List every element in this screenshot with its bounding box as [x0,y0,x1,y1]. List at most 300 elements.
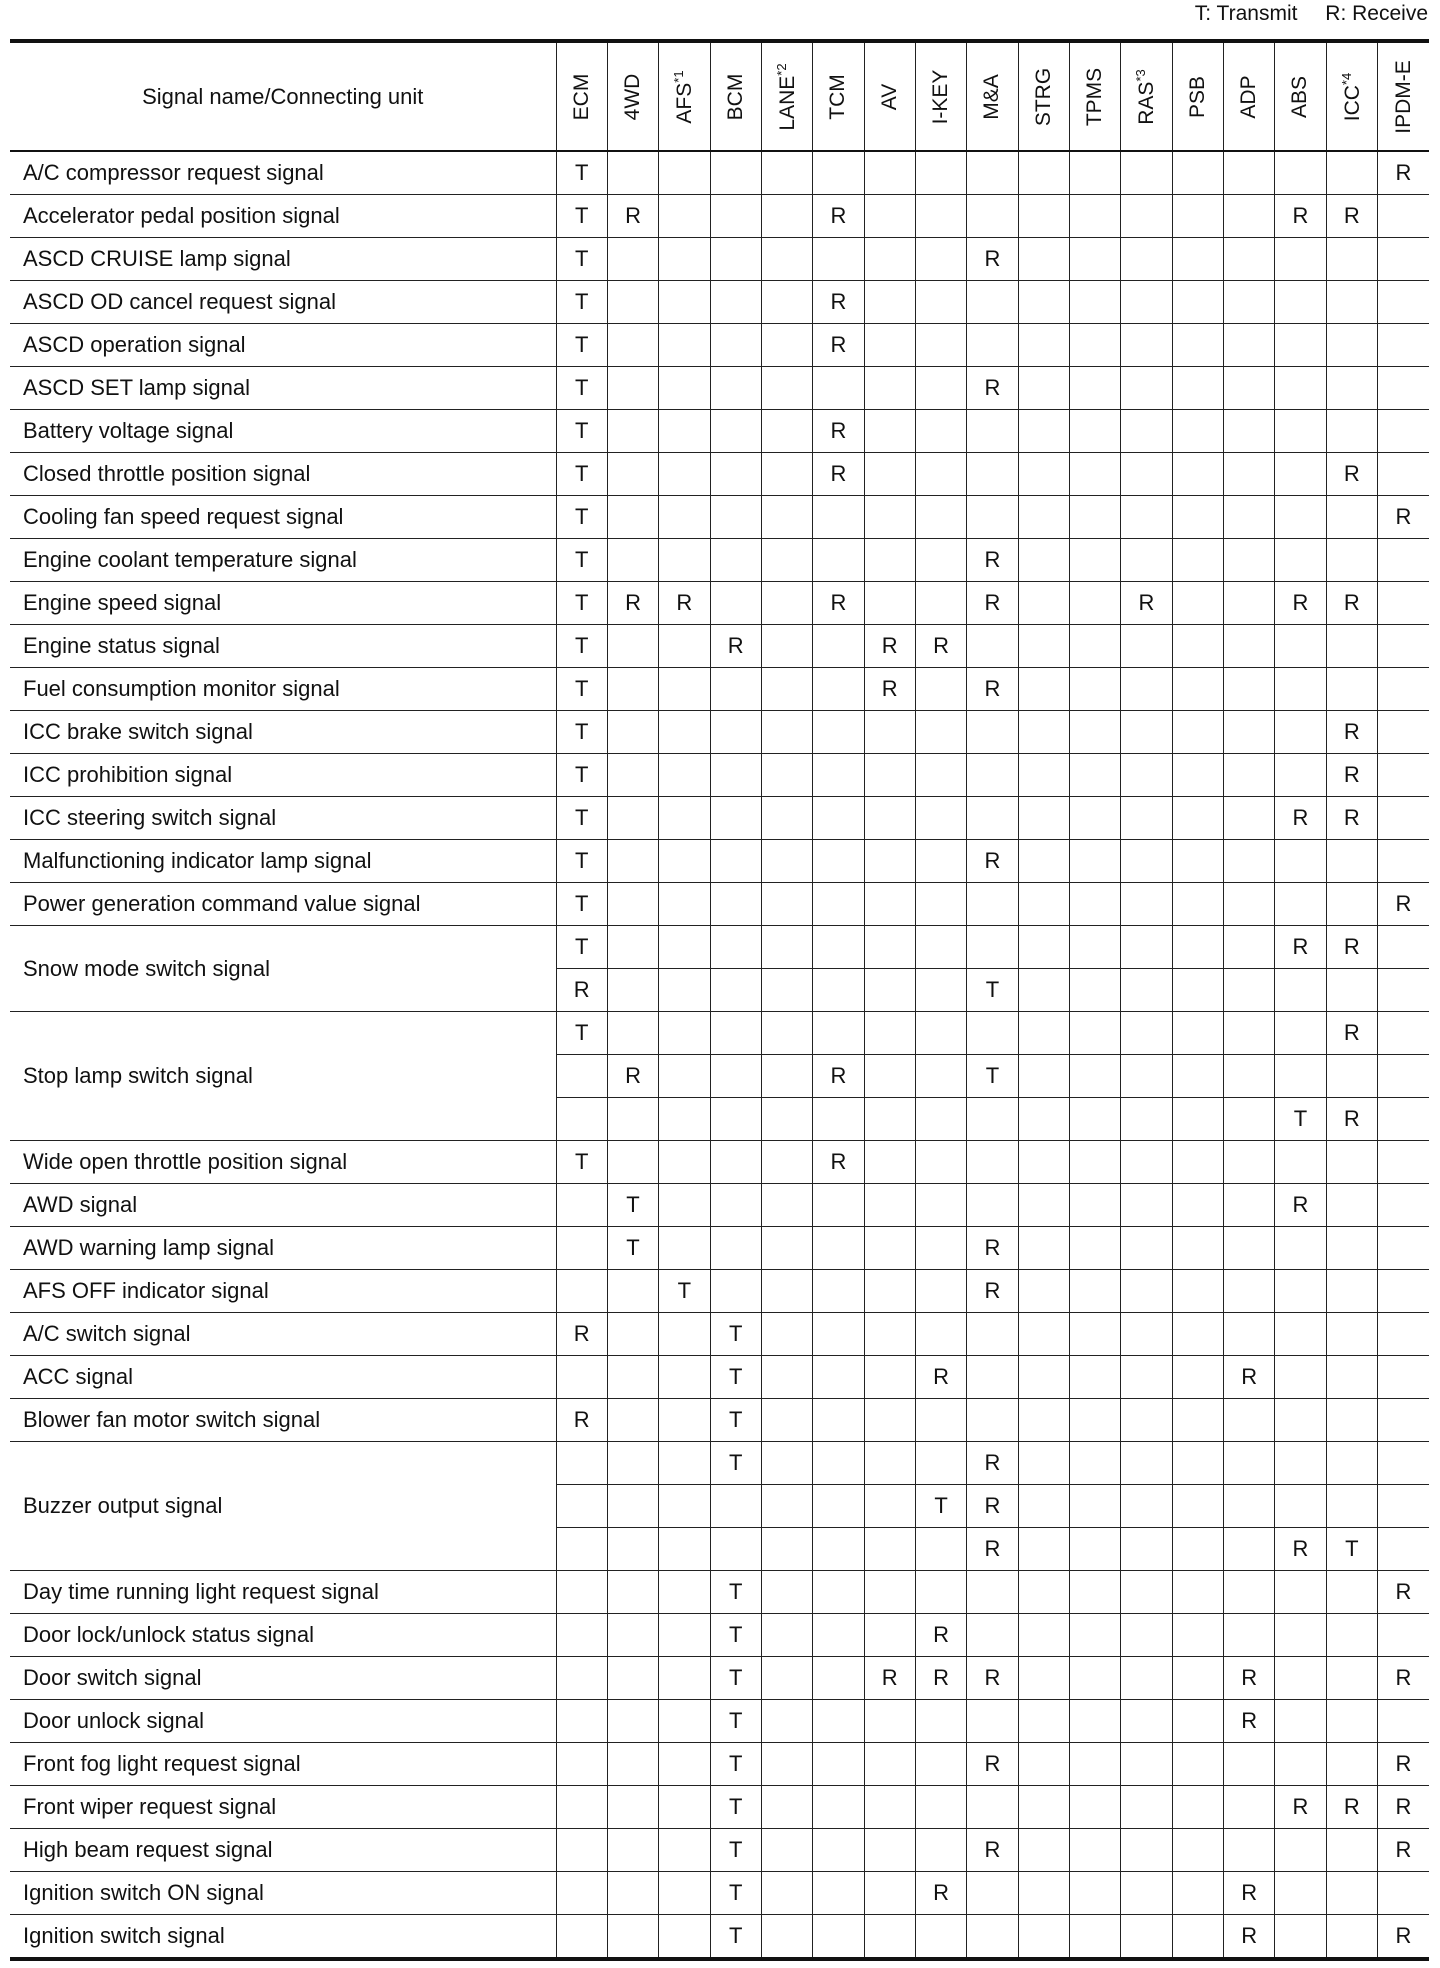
table-cell [607,711,658,754]
unit-header-m-a [967,41,1018,151]
table-cell [1378,754,1430,797]
table-cell [1121,1485,1172,1528]
table-cell [967,1098,1018,1141]
table-cell [1275,1270,1326,1313]
table-cell [1275,496,1326,539]
signal-name: ACC signal [10,1356,556,1399]
table-cell [1069,281,1120,324]
unit-label: TCM [826,73,850,120]
table-row [10,1915,1429,1960]
table-cell [1326,625,1377,668]
table-cell [915,797,966,840]
table-cell: T [710,1700,761,1743]
table-cell [1223,1485,1274,1528]
table-cell [864,238,915,281]
unit-header-afs [659,41,710,151]
table-cell: R [813,324,864,367]
table-cell [1018,367,1069,410]
table-cell [813,496,864,539]
table-cell [1121,238,1172,281]
table-cell: T [556,883,607,926]
table-cell [864,1786,915,1829]
signal-name: Malfunctioning indicator lamp signal [10,840,556,883]
table-row [10,754,1429,797]
table-cell [1275,754,1326,797]
table-cell [1069,539,1120,582]
table-cell: T [659,1270,710,1313]
table-cell [1069,582,1120,625]
signal-name: AWD signal [10,1184,556,1227]
table-cell [1172,797,1223,840]
table-cell [659,238,710,281]
table-cell [1326,410,1377,453]
table-cell [1275,1055,1326,1098]
table-cell: T [556,281,607,324]
table-cell [864,1829,915,1872]
table-cell [1018,453,1069,496]
unit-label: ICC [1340,84,1364,121]
table-cell [813,883,864,926]
table-cell [967,1786,1018,1829]
table-cell [761,797,812,840]
table-cell [915,754,966,797]
table-cell: T [556,1141,607,1184]
table-cell [1326,668,1377,711]
unit-header-strg [1018,41,1069,151]
unit-header-icc [1326,41,1377,151]
table-cell [761,1356,812,1399]
table-cell [915,926,966,969]
table-cell [864,1227,915,1270]
table-cell [1326,1571,1377,1614]
table-cell [607,1141,658,1184]
table-cell [1172,238,1223,281]
table-cell [1275,1399,1326,1442]
table-cell [556,1227,607,1270]
table-cell [1121,1528,1172,1571]
table-cell: T [556,668,607,711]
table-cell [1378,1614,1430,1657]
table-cell [813,1743,864,1786]
table-cell [1172,1571,1223,1614]
table-cell [1121,539,1172,582]
unit-label: TPMS [1083,67,1107,126]
signal-name: Fuel consumption monitor signal [10,668,556,711]
table-cell [1018,1872,1069,1915]
table-cell: T [710,1571,761,1614]
table-cell [1223,1399,1274,1442]
signal-name: Day time running light request signal [10,1571,556,1614]
table-cell: R [607,582,658,625]
unit-label: M&A [980,73,1004,120]
table-cell: R [1378,1829,1430,1872]
table-cell [1223,1528,1274,1571]
table-cell: T [710,1829,761,1872]
table-cell: R [1378,1657,1430,1700]
table-cell [1326,1743,1377,1786]
table-cell [864,1098,915,1141]
table-cell [1069,625,1120,668]
table-cell [1121,1356,1172,1399]
table-cell [1121,711,1172,754]
table-cell: T [556,754,607,797]
table-cell [1121,1657,1172,1700]
table-cell [1069,496,1120,539]
table-cell [864,1915,915,1960]
table-cell [607,969,658,1012]
table-row [10,883,1429,926]
unit-footnote: *2 [774,62,790,76]
table-cell: T [556,1012,607,1055]
table-cell [864,797,915,840]
signal-name: Blower fan motor switch signal [10,1399,556,1442]
table-row [10,711,1429,754]
table-cell [1172,1614,1223,1657]
table-cell [1275,1141,1326,1184]
table-cell: R [1378,151,1430,195]
table-cell [659,1528,710,1571]
table-cell [813,1012,864,1055]
table-cell [915,367,966,410]
table-cell [710,151,761,195]
table-cell: R [915,1872,966,1915]
table-row [10,1571,1429,1614]
table-cell: R [967,1227,1018,1270]
table-cell [1018,754,1069,797]
table-cell [1121,453,1172,496]
signal-name: ASCD operation signal [10,324,556,367]
signal-name: ICC steering switch signal [10,797,556,840]
table-cell: R [1378,496,1430,539]
table-cell [1121,668,1172,711]
table-cell [761,711,812,754]
table-cell [1172,625,1223,668]
table-cell [710,969,761,1012]
table-cell [813,1786,864,1829]
table-cell [1069,453,1120,496]
table-cell [813,1442,864,1485]
table-cell [864,151,915,195]
table-cell [556,1356,607,1399]
table-cell [915,1442,966,1485]
table-cell [1275,1700,1326,1743]
table-cell [1378,1485,1430,1528]
table-cell: R [1275,1528,1326,1571]
table-cell [915,1098,966,1141]
table-cell [1018,195,1069,238]
signal-name: Door unlock signal [10,1700,556,1743]
table-cell: R [1223,1915,1274,1960]
table-cell [1172,1356,1223,1399]
table-cell: T [556,625,607,668]
table-cell [1223,711,1274,754]
table-cell [813,625,864,668]
signal-name: A/C compressor request signal [10,151,556,195]
table-cell [1378,1872,1430,1915]
table-cell: T [556,195,607,238]
table-cell [607,367,658,410]
table-cell [1378,367,1430,410]
table-cell: R [864,625,915,668]
table-cell: T [607,1184,658,1227]
table-cell: R [1378,1743,1430,1786]
table-cell [710,883,761,926]
table-cell [1378,1528,1430,1571]
signal-name: Battery voltage signal [10,410,556,453]
table-cell [813,1399,864,1442]
table-cell [659,1829,710,1872]
table-cell [761,1829,812,1872]
table-cell: R [915,1356,966,1399]
table-cell [607,1700,658,1743]
table-cell [967,926,1018,969]
table-row [10,453,1429,496]
table-cell [915,1313,966,1356]
table-cell [1275,367,1326,410]
table-cell [1018,969,1069,1012]
table-cell [607,1743,658,1786]
table-cell [710,1270,761,1313]
table-cell [1223,926,1274,969]
table-cell [1172,410,1223,453]
table-cell [710,1227,761,1270]
table-cell [1275,1657,1326,1700]
table-cell [1018,926,1069,969]
unit-header-ecm [556,41,607,151]
table-cell [1018,1614,1069,1657]
table-cell [1223,281,1274,324]
table-cell [864,367,915,410]
table-cell [1069,1829,1120,1872]
table-cell [761,1184,812,1227]
table-cell [1069,1313,1120,1356]
table-cell: T [710,1399,761,1442]
table-cell [1378,1313,1430,1356]
table-cell [761,1528,812,1571]
table-cell: T [556,324,607,367]
signal-name: ASCD OD cancel request signal [10,281,556,324]
unit-label: AFS [673,82,697,124]
table-cell [659,281,710,324]
table-cell: R [967,840,1018,883]
table-cell: T [556,539,607,582]
table-cell [1275,1356,1326,1399]
table-cell [710,797,761,840]
table-cell [1018,1313,1069,1356]
table-cell [864,1700,915,1743]
table-cell [761,668,812,711]
table-cell [556,1743,607,1786]
table-row [10,238,1429,281]
table-cell [710,1485,761,1528]
table-cell [1069,1485,1120,1528]
unit-label: 4WD [621,73,645,120]
unit-footnote: *4 [1338,72,1354,85]
table-cell [1223,1442,1274,1485]
table-cell [1326,1829,1377,1872]
table-row [10,1614,1429,1657]
unit-label: AV [877,83,901,110]
table-cell [1275,453,1326,496]
table-cell [1069,1356,1120,1399]
table-cell [1069,367,1120,410]
unit-header-lane [761,41,812,151]
signal-name: High beam request signal [10,1829,556,1872]
table-row [10,1141,1429,1184]
table-cell [761,582,812,625]
table-cell [1172,539,1223,582]
table-cell [1018,1571,1069,1614]
table-cell [1223,625,1274,668]
table-cell [915,1012,966,1055]
table-row [10,151,1429,195]
table-cell [659,1442,710,1485]
table-cell [659,1786,710,1829]
table-cell [761,151,812,195]
table-cell [1326,1227,1377,1270]
table-cell [967,754,1018,797]
unit-label: LANE [776,75,800,131]
table-cell [1121,926,1172,969]
table-cell: R [659,582,710,625]
table-cell [1069,1098,1120,1141]
table-cell [864,1270,915,1313]
table-cell: T [710,1313,761,1356]
table-cell [915,1829,966,1872]
table-cell [1121,625,1172,668]
table-cell [813,1614,864,1657]
table-row [10,539,1429,582]
table-cell [659,1743,710,1786]
table-cell [1172,1098,1223,1141]
table-cell [967,151,1018,195]
table-cell [1378,1098,1430,1141]
table-cell: T [607,1227,658,1270]
table-cell [813,668,864,711]
table-row [10,1657,1429,1700]
table-cell [659,1399,710,1442]
table-cell [813,1528,864,1571]
table-cell [864,1485,915,1528]
table-cell [1018,1700,1069,1743]
table-cell [1172,1872,1223,1915]
table-cell [1069,711,1120,754]
table-cell: R [967,1485,1018,1528]
table-cell [1069,1657,1120,1700]
table-cell [1223,1829,1274,1872]
table-cell [761,496,812,539]
table-cell: T [710,1442,761,1485]
table-cell [761,1915,812,1960]
table-cell [1223,1786,1274,1829]
signal-name: Front wiper request signal [10,1786,556,1829]
table-cell: T [556,151,607,195]
table-cell: T [915,1485,966,1528]
table-cell [1172,1184,1223,1227]
table-cell [864,1141,915,1184]
table-cell [761,1098,812,1141]
table-cell [761,625,812,668]
table-cell [659,1098,710,1141]
table-cell [864,1614,915,1657]
table-cell [1275,151,1326,195]
table-row [10,1227,1429,1270]
table-cell: R [556,1399,607,1442]
table-cell [1018,1485,1069,1528]
table-cell [1018,1270,1069,1313]
table-cell [1069,1399,1120,1442]
table-cell [1069,883,1120,926]
table-cell [607,1571,658,1614]
table-cell [1069,410,1120,453]
table-cell [813,238,864,281]
signal-name: Front fog light request signal [10,1743,556,1786]
table-cell [659,1313,710,1356]
table-cell [1275,1485,1326,1528]
table-cell [1121,410,1172,453]
table-cell: R [1326,582,1377,625]
table-cell [659,711,710,754]
table-cell [1018,324,1069,367]
table-cell [607,754,658,797]
table-cell [1223,668,1274,711]
table-cell: R [1121,582,1172,625]
table-cell: T [556,496,607,539]
table-cell [607,151,658,195]
table-cell [915,582,966,625]
table-cell [710,324,761,367]
table-cell [1069,840,1120,883]
table-cell [1275,1614,1326,1657]
table-cell [1069,1872,1120,1915]
table-cell [813,1700,864,1743]
table-cell [1378,969,1430,1012]
table-cell [761,1872,812,1915]
table-cell: R [813,453,864,496]
table-cell [1069,1571,1120,1614]
table-cell [1378,238,1430,281]
table-cell [761,324,812,367]
table-cell: R [1326,926,1377,969]
table-cell [710,281,761,324]
table-cell [813,1571,864,1614]
table-cell [659,1614,710,1657]
table-cell [813,1657,864,1700]
table-row [10,324,1429,367]
table-cell [915,151,966,195]
table-row [10,582,1429,625]
table-cell [813,969,864,1012]
table-cell [710,1012,761,1055]
table-cell [1121,1743,1172,1786]
signal-name: ICC brake switch signal [10,711,556,754]
table-cell [659,453,710,496]
table-cell: R [813,1055,864,1098]
table-cell [1275,238,1326,281]
table-cell [1172,1700,1223,1743]
table-cell: R [967,1829,1018,1872]
table-cell [607,797,658,840]
table-cell [1172,754,1223,797]
table-cell [1275,1442,1326,1485]
table-cell [1378,1141,1430,1184]
table-row [10,496,1429,539]
table-cell [864,324,915,367]
table-cell [761,1012,812,1055]
table-row [10,1829,1429,1872]
table-cell [607,1485,658,1528]
table-cell [556,1184,607,1227]
